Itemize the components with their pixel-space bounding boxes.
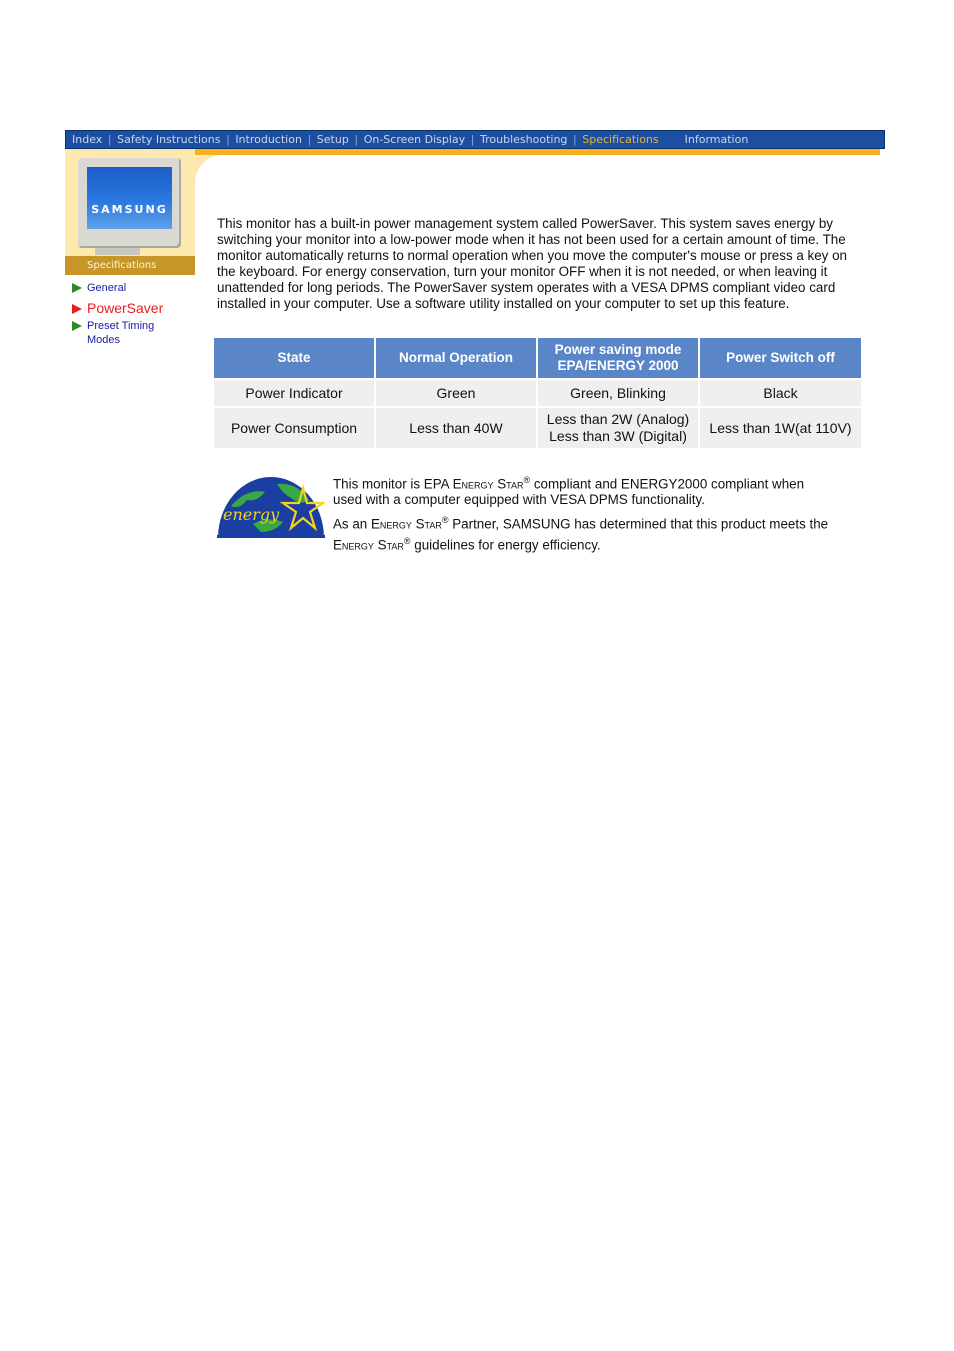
intro-paragraph: This monitor has a built-in power management system called PowerSaver. This system saves energy by switching your monitor into a low-power mode when it has not been used for a certain amount of time. The monitor automatically returns to normal operation when you move the computer's mouse or press a key on the keyboard. For energy conservation, turn your monitor OFF when it is not needed, or when leaving it unattended for long periods. The PowerSaver system operates with a VESA DPMS compliant video card installed in your computer. Use a software utility installed on your computer to set up this feature. <box>217 216 847 311</box>
nav-separator: | <box>226 133 230 146</box>
energy-star-term: Energy Star <box>452 476 524 492</box>
nav-separator: | <box>573 133 577 146</box>
nav-introduction[interactable]: Introduction <box>235 133 302 146</box>
table-row <box>214 380 861 406</box>
table-cell: Power Consumption <box>214 408 374 448</box>
energy-star-term: Energy Star <box>333 537 404 553</box>
nav-index[interactable]: Index <box>72 133 103 146</box>
content-curve <box>195 155 881 215</box>
table-cell: Green <box>376 380 536 406</box>
nav-specifications[interactable]: Specifications <box>582 133 659 146</box>
table-cell <box>538 408 698 448</box>
nav-on-screen-display[interactable]: On-Screen Display <box>363 133 466 146</box>
sidebar-caption: Specifications <box>65 256 195 275</box>
monitor-screen <box>87 167 172 229</box>
arrow-right-icon <box>72 283 82 293</box>
text-run: guidelines for energy efficiency. <box>410 537 601 553</box>
column-header: Power Switch off <box>700 338 861 378</box>
nav-separator: | <box>108 133 112 146</box>
brand-logo: SAMSUNG <box>91 203 168 216</box>
monitor-image <box>78 158 181 248</box>
sidebar-link-preset-timing-modes[interactable] <box>72 319 177 347</box>
energy-star-term: Energy Star <box>370 516 442 532</box>
registered-mark: ® <box>403 535 411 546</box>
nav-troubleshooting[interactable]: Troubleshooting <box>480 133 568 146</box>
top-nav-bar <box>65 130 885 149</box>
nav-information[interactable]: Information <box>684 133 749 146</box>
column-header <box>538 338 698 378</box>
nav-setup[interactable]: Setup <box>316 133 349 146</box>
table-cell: Power Indicator <box>214 380 374 406</box>
energy-star-notice <box>333 472 833 557</box>
sidebar-link-powersaver[interactable] <box>72 301 177 315</box>
monitor-stand <box>95 248 140 255</box>
column-header: State <box>214 338 374 378</box>
table-cell-line: Less than 3W (Digital) <box>549 428 687 444</box>
table-cell-line: Less than 2W (Analog) <box>546 411 690 427</box>
table-header-row <box>214 338 861 378</box>
column-header-line: EPA/ENERGY 2000 <box>557 358 679 373</box>
table-row <box>214 408 861 448</box>
sidebar-link-general[interactable] <box>72 281 177 295</box>
nav-safety-instructions[interactable]: Safety Instructions <box>117 133 221 146</box>
text-run: Partner, SAMSUNG has determined that this product meets the <box>448 516 829 532</box>
text-run: As an <box>333 516 371 532</box>
text-run: compliant and ENERGY2000 compliant when used with a computer equipped with VESA DPMS functionality. <box>333 476 805 508</box>
table-cell: Black <box>700 380 861 406</box>
registered-mark: ® <box>441 515 449 526</box>
column-header: Normal Operation <box>376 338 536 378</box>
energy-star-paragraph <box>333 512 833 553</box>
column-header-line: Power saving mode <box>554 342 682 357</box>
energy-star-logo <box>217 476 325 538</box>
registered-mark: ® <box>523 475 531 485</box>
sidebar-link-label: PowerSaver <box>87 300 164 316</box>
table-cell: Green, Blinking <box>538 380 698 406</box>
table-cell: Less than 1W(at 110V) <box>700 408 861 448</box>
logo-text: energy <box>223 505 280 524</box>
nav-separator: | <box>471 133 475 146</box>
energy-star-paragraph <box>333 472 833 508</box>
power-saving-table <box>212 336 863 450</box>
nav-separator: | <box>307 133 311 146</box>
nav-separator: | <box>354 133 358 146</box>
arrow-right-icon <box>72 304 82 314</box>
table-cell: Less than 40W <box>376 408 536 448</box>
sidebar-link-label: Preset Timing Modes <box>87 320 155 346</box>
text-run: This monitor is EPA <box>333 476 453 492</box>
arrow-right-icon <box>72 321 82 331</box>
sidebar-link-label: General <box>87 282 127 294</box>
